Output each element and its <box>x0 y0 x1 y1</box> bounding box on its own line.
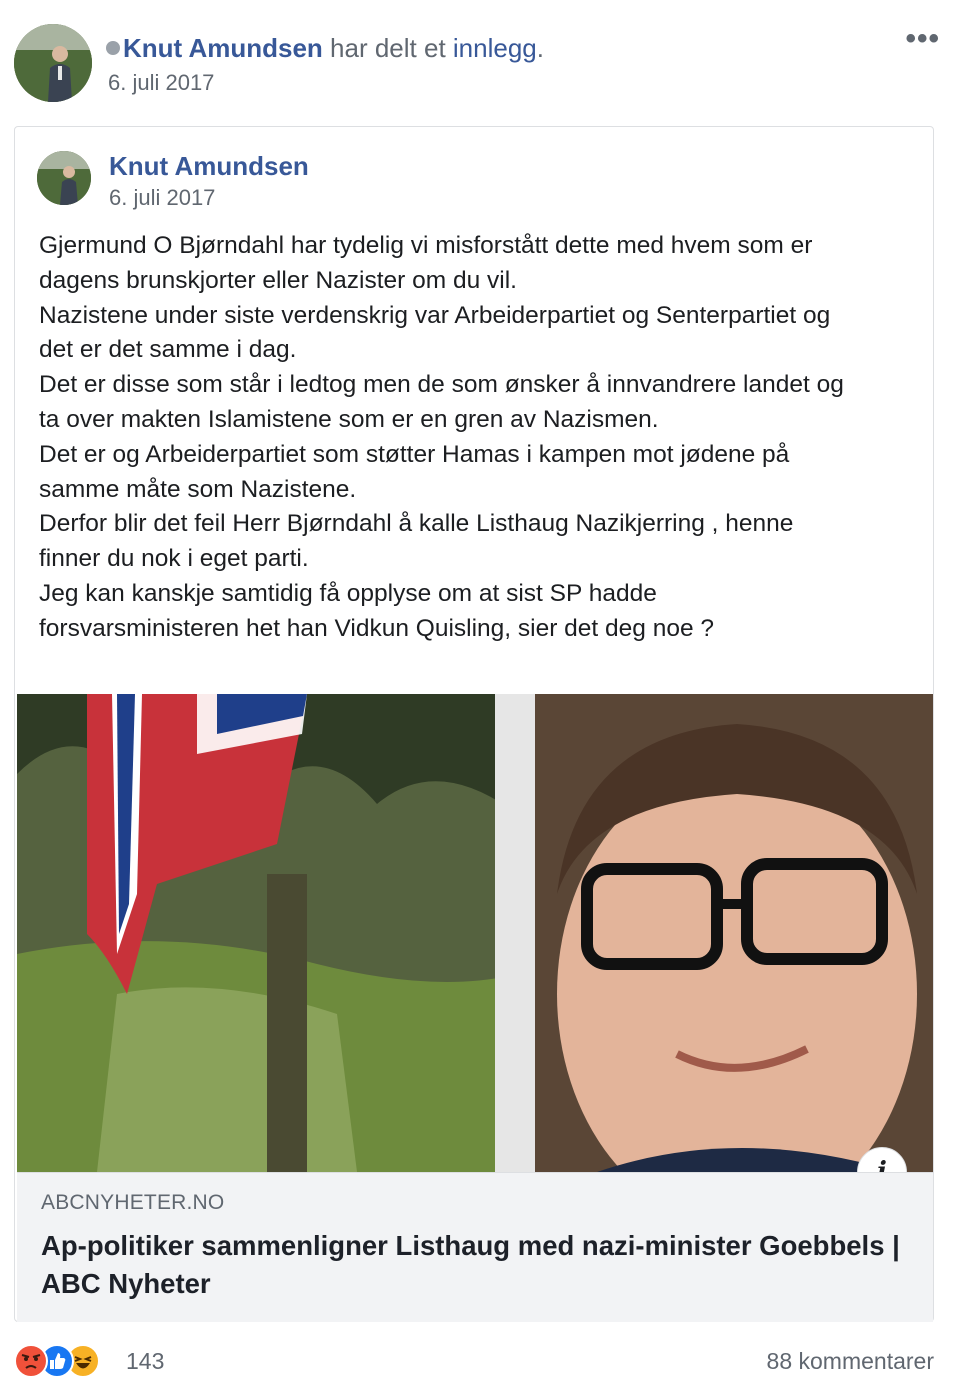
share-header <box>0 0 960 110</box>
engagement-bar <box>0 1336 960 1390</box>
link-title[interactable]: Ap-politiker sammenligner Listhaug med nazi-minister Goebbels | ABC Nyheter <box>41 1230 900 1299</box>
post-line: Derfor blir det feil Herr Bjørndahl å kalle Listhaug Nazikjerring , henne <box>39 510 794 538</box>
post-line: dagens brunskjorter eller Nazister om du vil. <box>39 266 517 294</box>
link-preview-meta[interactable] <box>17 1172 933 1322</box>
post-line: Jeg kan kanskje samtidig få opplyse om at sist SP hadde <box>39 579 657 607</box>
reaction-count[interactable]: 143 <box>126 1348 165 1374</box>
shared-post-link[interactable]: innlegg <box>452 33 537 63</box>
avatar-photo-icon <box>14 24 92 102</box>
privacy-dot-icon <box>106 41 120 55</box>
inner-author-name[interactable]: Knut Amundsen <box>109 151 309 181</box>
post-line: finner du nok i eget parti. <box>39 545 309 573</box>
share-action-text: har delt et <box>322 33 453 63</box>
author-avatar[interactable] <box>14 24 92 102</box>
post-line: Det er disse som står i ledtog men de som ønsker å innvandrere landet og <box>39 371 844 399</box>
post-line: Nazistene under siste verdenskrig var Arbeiderpartiet og Senterpartiet og <box>39 301 831 329</box>
more-dots-icon[interactable]: ••• <box>905 22 940 55</box>
share-date[interactable]: 6. juli 2017 <box>108 70 215 95</box>
share-trailing-text: . <box>536 33 544 63</box>
avatar-photo-icon <box>37 151 91 205</box>
post-line: samme måte som Nazistene. <box>39 475 357 503</box>
post-line: Det er og Arbeiderpartiet som støtter Hamas i kampen mot jødene på <box>39 440 790 468</box>
post-line: det er det samme i dag. <box>39 336 297 364</box>
angry-reaction-icon <box>14 1344 48 1378</box>
post-line: forsvarsministeren het han Vidkun Quisling, sier det deg noe ? <box>39 614 715 642</box>
share-line <box>106 32 544 64</box>
comment-count-link[interactable]: 88 kommentarer <box>766 1348 934 1374</box>
post-line: Gjermund O Bjørndahl har tydelig vi misforstått dette med hvem som er <box>39 232 813 259</box>
shared-post-card <box>14 126 934 1322</box>
link-domain: ABCNYHETER.NO <box>41 1191 225 1214</box>
post-line: ta over makten Islamistene som er en gren av Nazismen. <box>39 405 659 433</box>
inner-author-avatar[interactable] <box>37 151 91 205</box>
inner-post-date[interactable]: 6. juli 2017 <box>109 185 216 210</box>
share-author-link[interactable]: Knut Amundsen <box>123 33 323 63</box>
post-body <box>39 229 919 647</box>
photo-selfie-with-flag <box>17 694 933 1172</box>
link-preview-image[interactable] <box>17 694 933 1172</box>
